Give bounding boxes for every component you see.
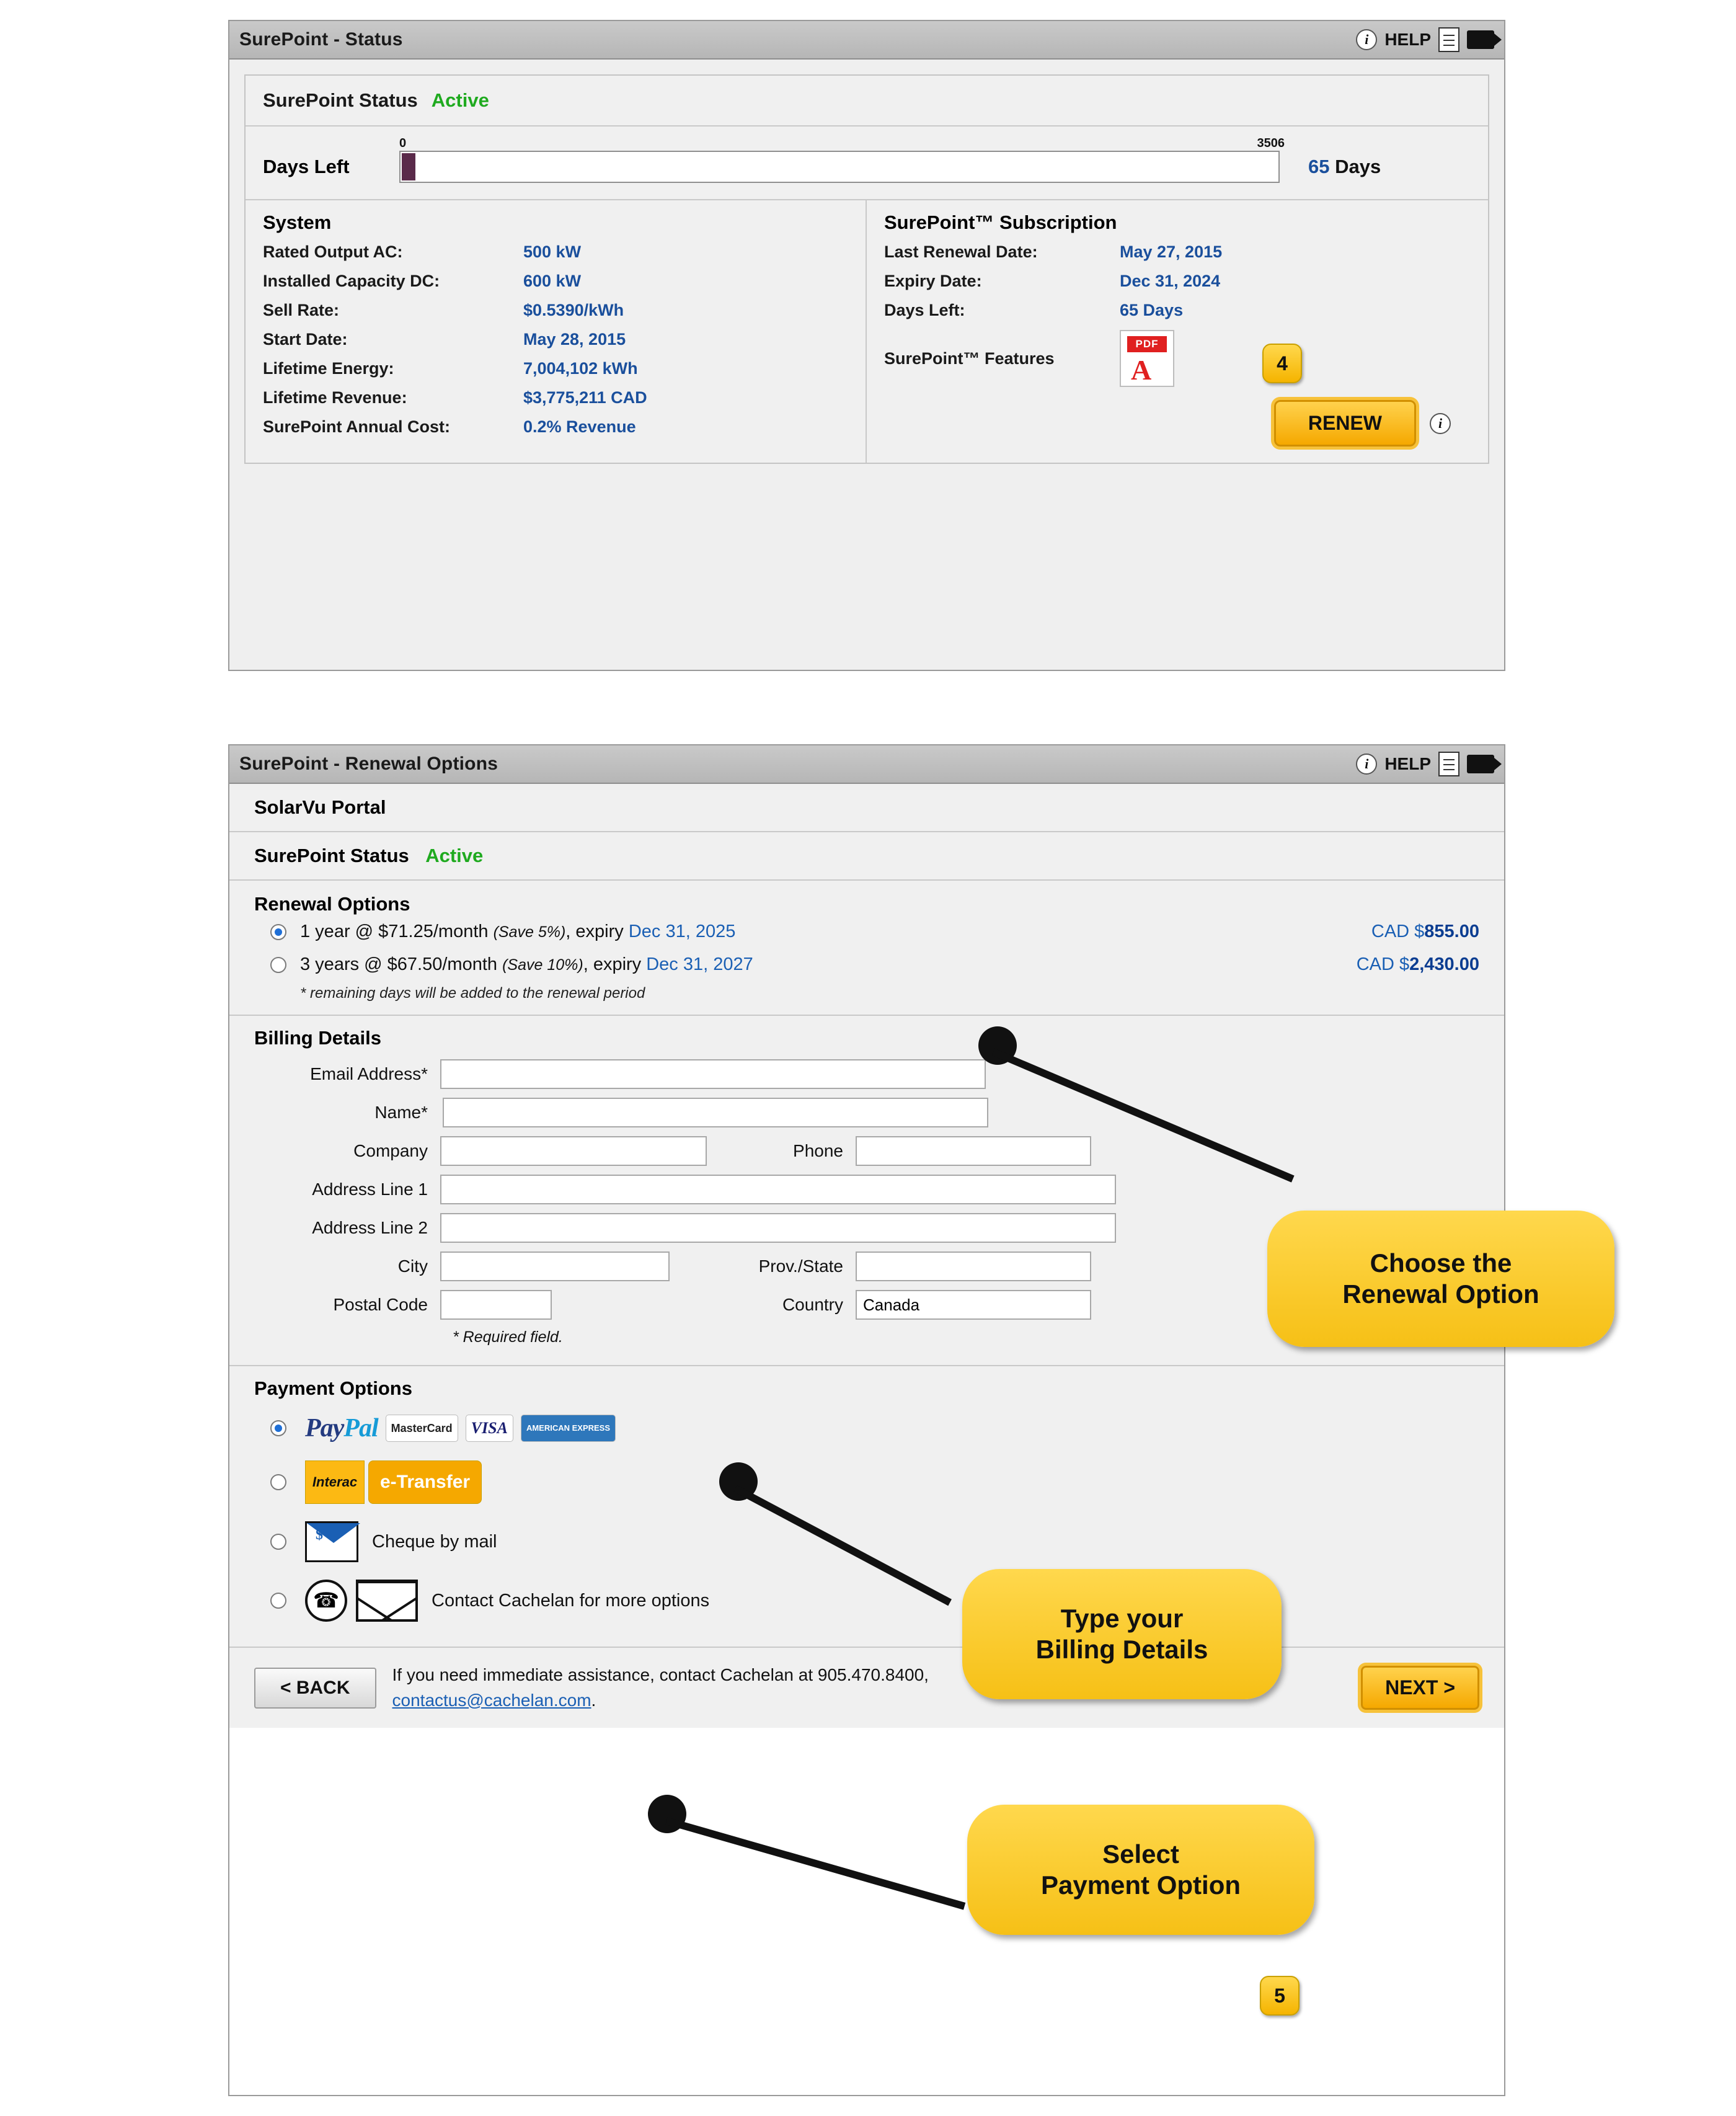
system-value: 7,004,102 kWh: [523, 359, 638, 378]
prov-label: Prov./State: [758, 1256, 843, 1276]
renewal-options-section: [229, 881, 1504, 1016]
system-value: 0.2% Revenue: [523, 417, 636, 436]
renewal-option-3year-text: 3 years @ $67.50/month (Save 10%), expiry Dec 31, 2027: [300, 954, 753, 974]
billing-row-email: [254, 1059, 1479, 1089]
system-value: 600 kW: [523, 272, 582, 290]
system-key: Installed Capacity DC:: [263, 272, 440, 290]
system-row: [263, 330, 848, 349]
required-field-note: * Required field.: [453, 1328, 563, 1346]
system-row: [263, 388, 848, 407]
visa-icon: VISA: [466, 1415, 513, 1442]
name-field[interactable]: [443, 1098, 988, 1127]
subscription-row: [884, 242, 1471, 262]
country-label: Country: [782, 1295, 843, 1314]
subscription-value: May 27, 2015: [1120, 242, 1223, 261]
amex-icon: AMERICAN EXPRESS: [521, 1415, 616, 1442]
step-badge-5: 5: [1260, 1976, 1300, 2016]
callout-choose-renewal-option: [1267, 1211, 1614, 1347]
city-field[interactable]: [440, 1251, 670, 1281]
video-icon[interactable]: [1467, 30, 1494, 49]
system-title: System: [263, 211, 332, 233]
envelope-icon: [356, 1580, 418, 1622]
callout-type-billing-details: [962, 1569, 1282, 1699]
contact-label: Contact Cachelan for more options: [432, 1590, 710, 1611]
radio-1year[interactable]: [270, 924, 286, 940]
system-value: $3,775,211 CAD: [523, 388, 647, 407]
footer-help-line2: .: [591, 1690, 596, 1710]
page-title: SurePoint - Status: [239, 29, 403, 50]
subscription-key: Expiry Date:: [884, 272, 982, 290]
payment-option-interac[interactable]: [254, 1452, 1479, 1513]
portal-label: SolarVu Portal: [254, 796, 386, 818]
phone-field[interactable]: [856, 1136, 1091, 1166]
radio-contact[interactable]: [270, 1593, 286, 1609]
callout-line-2: Billing Details: [1035, 1635, 1208, 1664]
status-label: SurePoint Status: [254, 845, 409, 866]
days-left-value: 65 Days: [1308, 156, 1381, 177]
billing-row-name: [254, 1098, 1479, 1127]
email-field[interactable]: [440, 1059, 986, 1089]
system-key: Lifetime Revenue:: [263, 388, 407, 407]
system-value: $0.5390/kWh: [523, 301, 624, 319]
status-badge: Active: [425, 845, 484, 866]
etransfer-label: e-Transfer: [368, 1460, 482, 1504]
email-label: Email Address*: [310, 1064, 428, 1083]
callout-select-payment-option: [967, 1805, 1314, 1935]
renewal-status-row: [229, 832, 1504, 881]
back-button[interactable]: < BACK: [254, 1668, 376, 1709]
postal-field[interactable]: [440, 1290, 552, 1320]
pdf-badge-label: PDF: [1127, 336, 1167, 352]
country-field[interactable]: [856, 1290, 1091, 1320]
interac-icon: Interac: [305, 1460, 365, 1504]
system-value: May 28, 2015: [523, 330, 626, 349]
features-row: [884, 330, 1471, 387]
subscription-title: SurePoint™ Subscription: [884, 211, 1117, 233]
payment-option-contact[interactable]: [254, 1571, 1479, 1630]
system-column: [246, 200, 867, 463]
system-row: [263, 301, 848, 320]
status-label: SurePoint Status: [263, 89, 418, 111]
next-button[interactable]: NEXT >: [1361, 1666, 1479, 1710]
renewal-option-3year[interactable]: [254, 948, 1479, 981]
postal-label: Postal Code: [333, 1295, 428, 1314]
renewal-option-1year[interactable]: [254, 915, 1479, 948]
billing-row-company-phone: [254, 1136, 1479, 1166]
name-label: Name*: [374, 1103, 428, 1122]
subscription-row: [884, 301, 1471, 320]
features-label: SurePoint™ Features: [884, 349, 1055, 368]
subscription-key: Last Renewal Date:: [884, 242, 1038, 261]
payment-options-title: Payment Options: [254, 1377, 412, 1399]
renewal-options-title: Renewal Options: [254, 893, 410, 915]
bar-max-label: 3506: [1257, 136, 1285, 150]
days-left-progressbar: [399, 151, 1280, 183]
subscription-key: Days Left:: [884, 301, 965, 319]
portal-row: [229, 784, 1504, 832]
subscription-column: [867, 200, 1488, 463]
callout-line-1: Select: [1102, 1839, 1179, 1869]
system-key: Start Date:: [263, 330, 348, 349]
pdf-icon[interactable]: [1120, 330, 1174, 387]
radio-3year[interactable]: [270, 957, 286, 973]
mastercard-icon: MasterCard: [386, 1415, 458, 1442]
help-label[interactable]: HELP: [1384, 754, 1431, 773]
renewal-option-3year-price: CAD $2,430.00: [1356, 954, 1479, 974]
renewal-page-title: SurePoint - Renewal Options: [239, 753, 498, 774]
address1-field[interactable]: [440, 1175, 1116, 1204]
renewal-option-1year-price: CAD $855.00: [1371, 922, 1479, 941]
address1-label: Address Line 1: [312, 1180, 428, 1199]
subscription-row: [884, 272, 1471, 291]
phone-icon: ☎: [305, 1580, 347, 1622]
system-row: [263, 272, 848, 291]
subscription-value: 65 Days: [1120, 301, 1184, 319]
radio-interac[interactable]: [270, 1474, 286, 1490]
days-left-block: [246, 127, 1488, 200]
phone-label: Phone: [793, 1141, 843, 1160]
document-icon[interactable]: [1438, 752, 1459, 776]
callout-line-2: Payment Option: [1040, 1870, 1241, 1900]
renewal-options-note: * remaining days will be added to the renewal period: [300, 985, 645, 1002]
callout-line-1: Choose the: [1370, 1248, 1512, 1278]
footer-help-text: [392, 1663, 929, 1713]
address2-field[interactable]: [440, 1213, 1116, 1243]
city-label: City: [397, 1256, 428, 1276]
subscription-value: Dec 31, 2024: [1120, 272, 1221, 290]
renew-info-icon[interactable]: i: [1430, 413, 1451, 434]
system-row: [263, 417, 848, 437]
system-key: SurePoint Annual Cost:: [263, 417, 450, 436]
renew-area: [1274, 400, 1451, 447]
system-value: 500 kW: [523, 242, 582, 261]
status-panel-titlebar: [229, 21, 1504, 60]
contact-email-link[interactable]: contactus@cachelan.com: [392, 1690, 591, 1710]
status-inner-box: [244, 74, 1489, 464]
paypal-logo: PayPal: [305, 1414, 378, 1443]
payment-options-section: [229, 1366, 1504, 1648]
callout-line-2: Renewal Option: [1342, 1279, 1539, 1309]
step-badge-4: 4: [1262, 344, 1302, 383]
cheque-label: Cheque by mail: [372, 1531, 497, 1552]
callout-line-1: Type your: [1060, 1603, 1184, 1633]
renewal-panel-titlebar: [229, 745, 1504, 784]
system-key: Rated Output AC:: [263, 242, 403, 261]
days-left-progress-fill: [402, 153, 415, 180]
renewal-option-1year-text: 1 year @ $71.25/month (Save 5%), expiry Dec 31, 2025: [300, 922, 736, 941]
info-icon[interactable]: i: [1356, 753, 1377, 775]
billing-details-title: Billing Details: [254, 1027, 381, 1049]
company-label: Company: [353, 1141, 428, 1160]
system-key: Lifetime Energy:: [263, 359, 394, 378]
bar-min-label: 0: [399, 136, 407, 150]
cheque-envelope-icon: $: [305, 1521, 358, 1562]
renewal-footer: [229, 1648, 1504, 1728]
footer-help-line1: If you need immediate assistance, contact Cachelan at 905.470.8400,: [392, 1665, 929, 1684]
status-summary-row: [246, 76, 1488, 127]
prov-field[interactable]: [856, 1251, 1091, 1281]
system-row: [263, 359, 848, 378]
company-field[interactable]: [440, 1136, 707, 1166]
help-label[interactable]: HELP: [1384, 30, 1431, 49]
radio-paypal[interactable]: [270, 1420, 286, 1436]
document-icon[interactable]: [1438, 27, 1459, 52]
system-key: Sell Rate:: [263, 301, 340, 319]
address2-label: Address Line 2: [312, 1218, 428, 1237]
days-left-label: Days Left: [263, 156, 350, 177]
video-icon[interactable]: [1467, 755, 1494, 773]
renew-button[interactable]: RENEW: [1274, 400, 1416, 447]
billing-row-address1: [254, 1175, 1479, 1204]
system-row: [263, 242, 848, 262]
info-icon[interactable]: i: [1356, 29, 1377, 50]
radio-cheque[interactable]: [270, 1534, 286, 1550]
payment-option-paypal[interactable]: [254, 1405, 1479, 1452]
surepoint-status-panel: [228, 20, 1505, 671]
pdf-glyph: A: [1131, 354, 1152, 386]
status-badge: Active: [431, 89, 489, 111]
